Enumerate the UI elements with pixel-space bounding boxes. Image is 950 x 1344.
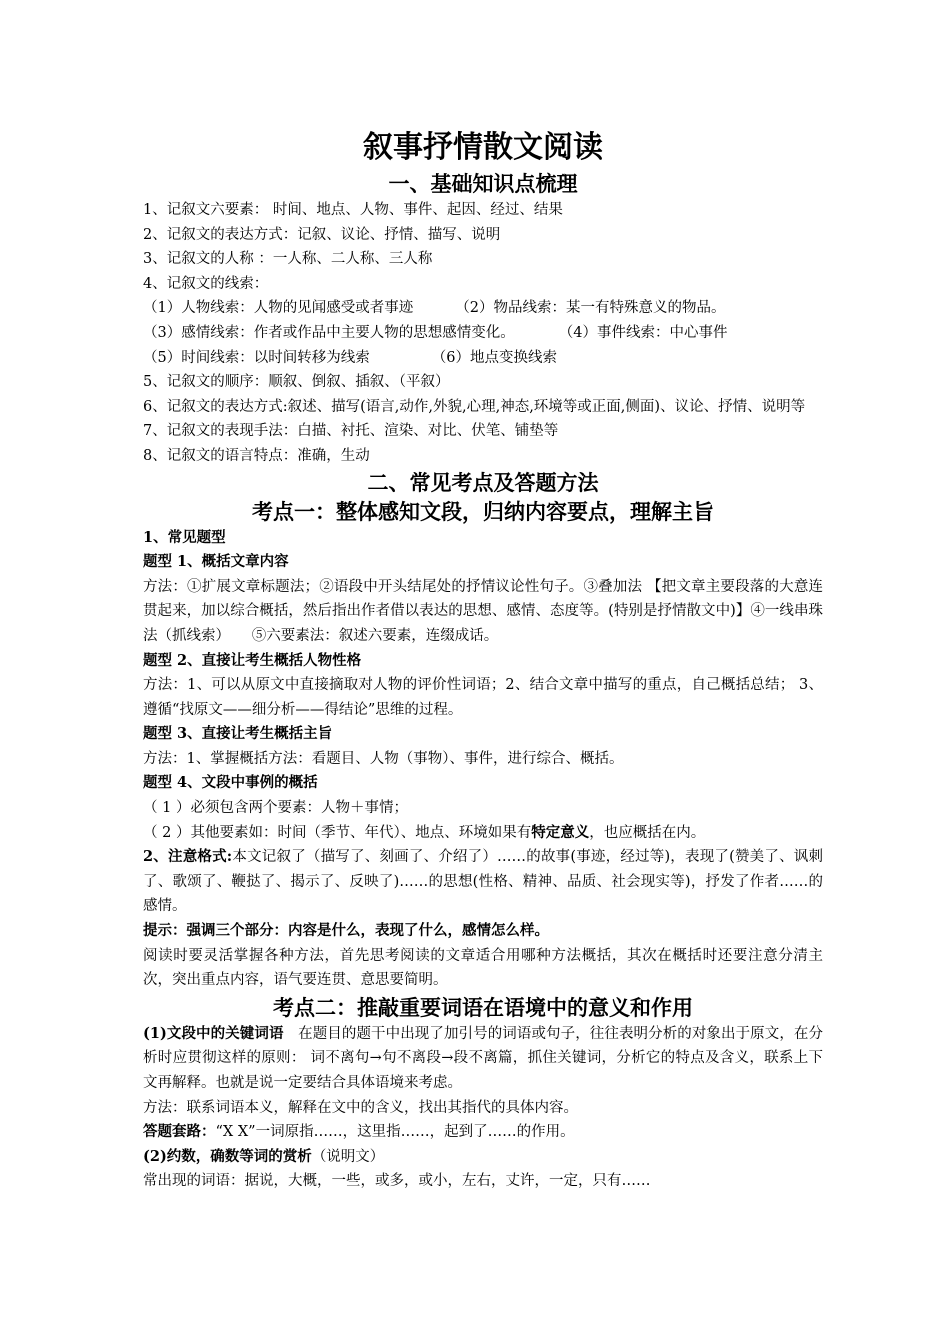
list-item: 7、记叙文的表现手法：白描、衬托、渲染、对比、伏笔、铺垫等 (143, 423, 559, 440)
answer-label: 答题套路： (143, 1123, 216, 1141)
format-text: 本文记叙了（描写了、刻画了、介绍了）……的故事(事迹，经过等)，表现了(赞美了、讽刺了、歌颂了、鞭挞了、揭示了、反映了)……的思想(性格、精神、品质、社会现实等)，抒发了作者……的感情。 (143, 849, 823, 915)
tip-paragraph: 阅读时要灵活掌握各种方法，首先思考阅读的文章适合用哪种方法概括，其次在概括时还要注意分清主次，突出重点内容，语气要连贯、意思要简明。 (143, 947, 823, 989)
list-item: （ 1 ）必须包含两个要素：人物＋事情； (143, 800, 408, 817)
emphasis-text: 特定意义 (531, 823, 590, 841)
keyword-text: 在题目的题干中出现了加引号的词语或句子，往往表明分析的对象出于原文，在分析时应贯彻这样的原则： 词不离句→句不离段→段不离篇，抓住关键词，分析它的特点及含义，联系上下文再解释。也就是说一定要结合具体语境来考虑。 (143, 1025, 824, 1091)
clue-row (143, 296, 823, 321)
list-item: 6、记叙文的表达方式:叙述、描写(语言,动作,外貌,心理,神态,环境等或正面,侧面)、议论、抒情、说明等 (143, 398, 806, 415)
format-paragraph (143, 845, 823, 919)
clue-item: （2）物品线索：某一有特殊意义的物品。 (455, 300, 726, 317)
subheading: 1、常见题型 (143, 528, 226, 546)
method-paragraph: 方法：①扩展文章标题法；②语段中开头结尾处的抒情议论性句子。③叠加法 【把文章主要段落的大意连贯起来，加以综合概括，然后指出作者借以表达的思想、感情、态度等。(特别是抒情散文中)】④一线串珠法（抓线索） ⑤六要素法：叙述六要素，连缀成话。 (143, 578, 823, 644)
section2-heading: 二、常见考点及答题方法 (367, 469, 599, 495)
keyword-label: (1)文段中的关键词语 (143, 1024, 284, 1042)
clue-item: （5）时间线索：以时间转移为线索 (143, 349, 370, 366)
answer-template (143, 1120, 823, 1145)
document-page (143, 126, 823, 1194)
subheading (143, 1145, 823, 1170)
list-item: 常出现的词语：据说，大概，一些，或多，或小，左右，丈许，一定，只有…… (143, 1173, 651, 1190)
format-label: 2、注意格式: (143, 848, 233, 866)
question-type-heading: 题型 1、概括文章内容 (143, 553, 289, 571)
document-title: 叙事抒情散文阅读 (363, 130, 603, 165)
method-paragraph: 方法：1、掌握概括方法：看题目、人物（事物）、事件，进行综合、概括。 (143, 750, 624, 767)
clue-item: （6）地点变换线索 (431, 349, 557, 366)
list-item: 8、记叙文的语言特点：准确，生动 (143, 447, 370, 464)
question-type-heading: 题型 3、直接让考生概括主旨 (143, 725, 333, 743)
clue-row (143, 346, 823, 371)
list-item: 2、记叙文的表达方式：记叙、议论、抒情、描写、说明 (143, 226, 501, 243)
list-item: 4、记叙文的线索： (143, 275, 269, 292)
clue-item: （4）事件线索：中心事件 (558, 324, 728, 341)
point1-heading: 考点一：整体感知文段，归纳内容要点，理解主旨 (252, 498, 714, 524)
list-item: 3、记叙文的人称 ：一人称、二人称、三人称 (143, 251, 433, 268)
text-span: （ 2 ）其他要素如：时间（季节、年代）、地点、环境如果有 (143, 824, 532, 841)
list-item: 5、记叙文的顺序：顺叙、倒叙、插叙、（平叙） (143, 374, 450, 391)
list-item: 1、记叙文六要素： 时间、地点、人物、事件、起因、经过、结果 (143, 202, 563, 218)
method-paragraph: 方法：联系词语本义，解释在文中的含义，找出其指代的具体内容。 (143, 1099, 578, 1116)
clue-item: （1）人物线索：人物的见闻感受或者事迹 (143, 300, 414, 317)
question-type-heading: 题型 2、直接让考生概括人物性格 (143, 651, 362, 669)
list-item (143, 821, 823, 846)
section1-heading: 一、基础知识点梳理 (388, 171, 578, 196)
clue-row (143, 321, 823, 346)
keyword-paragraph (143, 1022, 823, 1096)
subheading-label: (2)约数，确数等词的赏析 (143, 1147, 312, 1165)
text-span: ，也应概括在内。 (589, 824, 706, 841)
tip-line: 提示：强调三个部分：内容是什么，表现了什么，感情怎么样。 (143, 922, 549, 940)
method-paragraph: 方法：1、可以从原文中直接摘取对人物的评价性词语；2、结合文章中描写的重点，自己概括总结； 3、遵循“找原文——细分析——得结论”思维的过程。 (143, 677, 823, 718)
question-type-heading: 题型 4、文段中事例的概括 (143, 774, 318, 792)
point2-heading: 考点二：推敲重要词语在语境中的意义和作用 (273, 994, 693, 1020)
answer-text: “X X”一词原指……，这里指……，起到了……的作用。 (215, 1124, 575, 1141)
clue-item: （3）感情线索：作者或作品中主要人物的思想感情变化。 (143, 324, 515, 341)
subheading-suffix: （说明文） (311, 1148, 385, 1165)
